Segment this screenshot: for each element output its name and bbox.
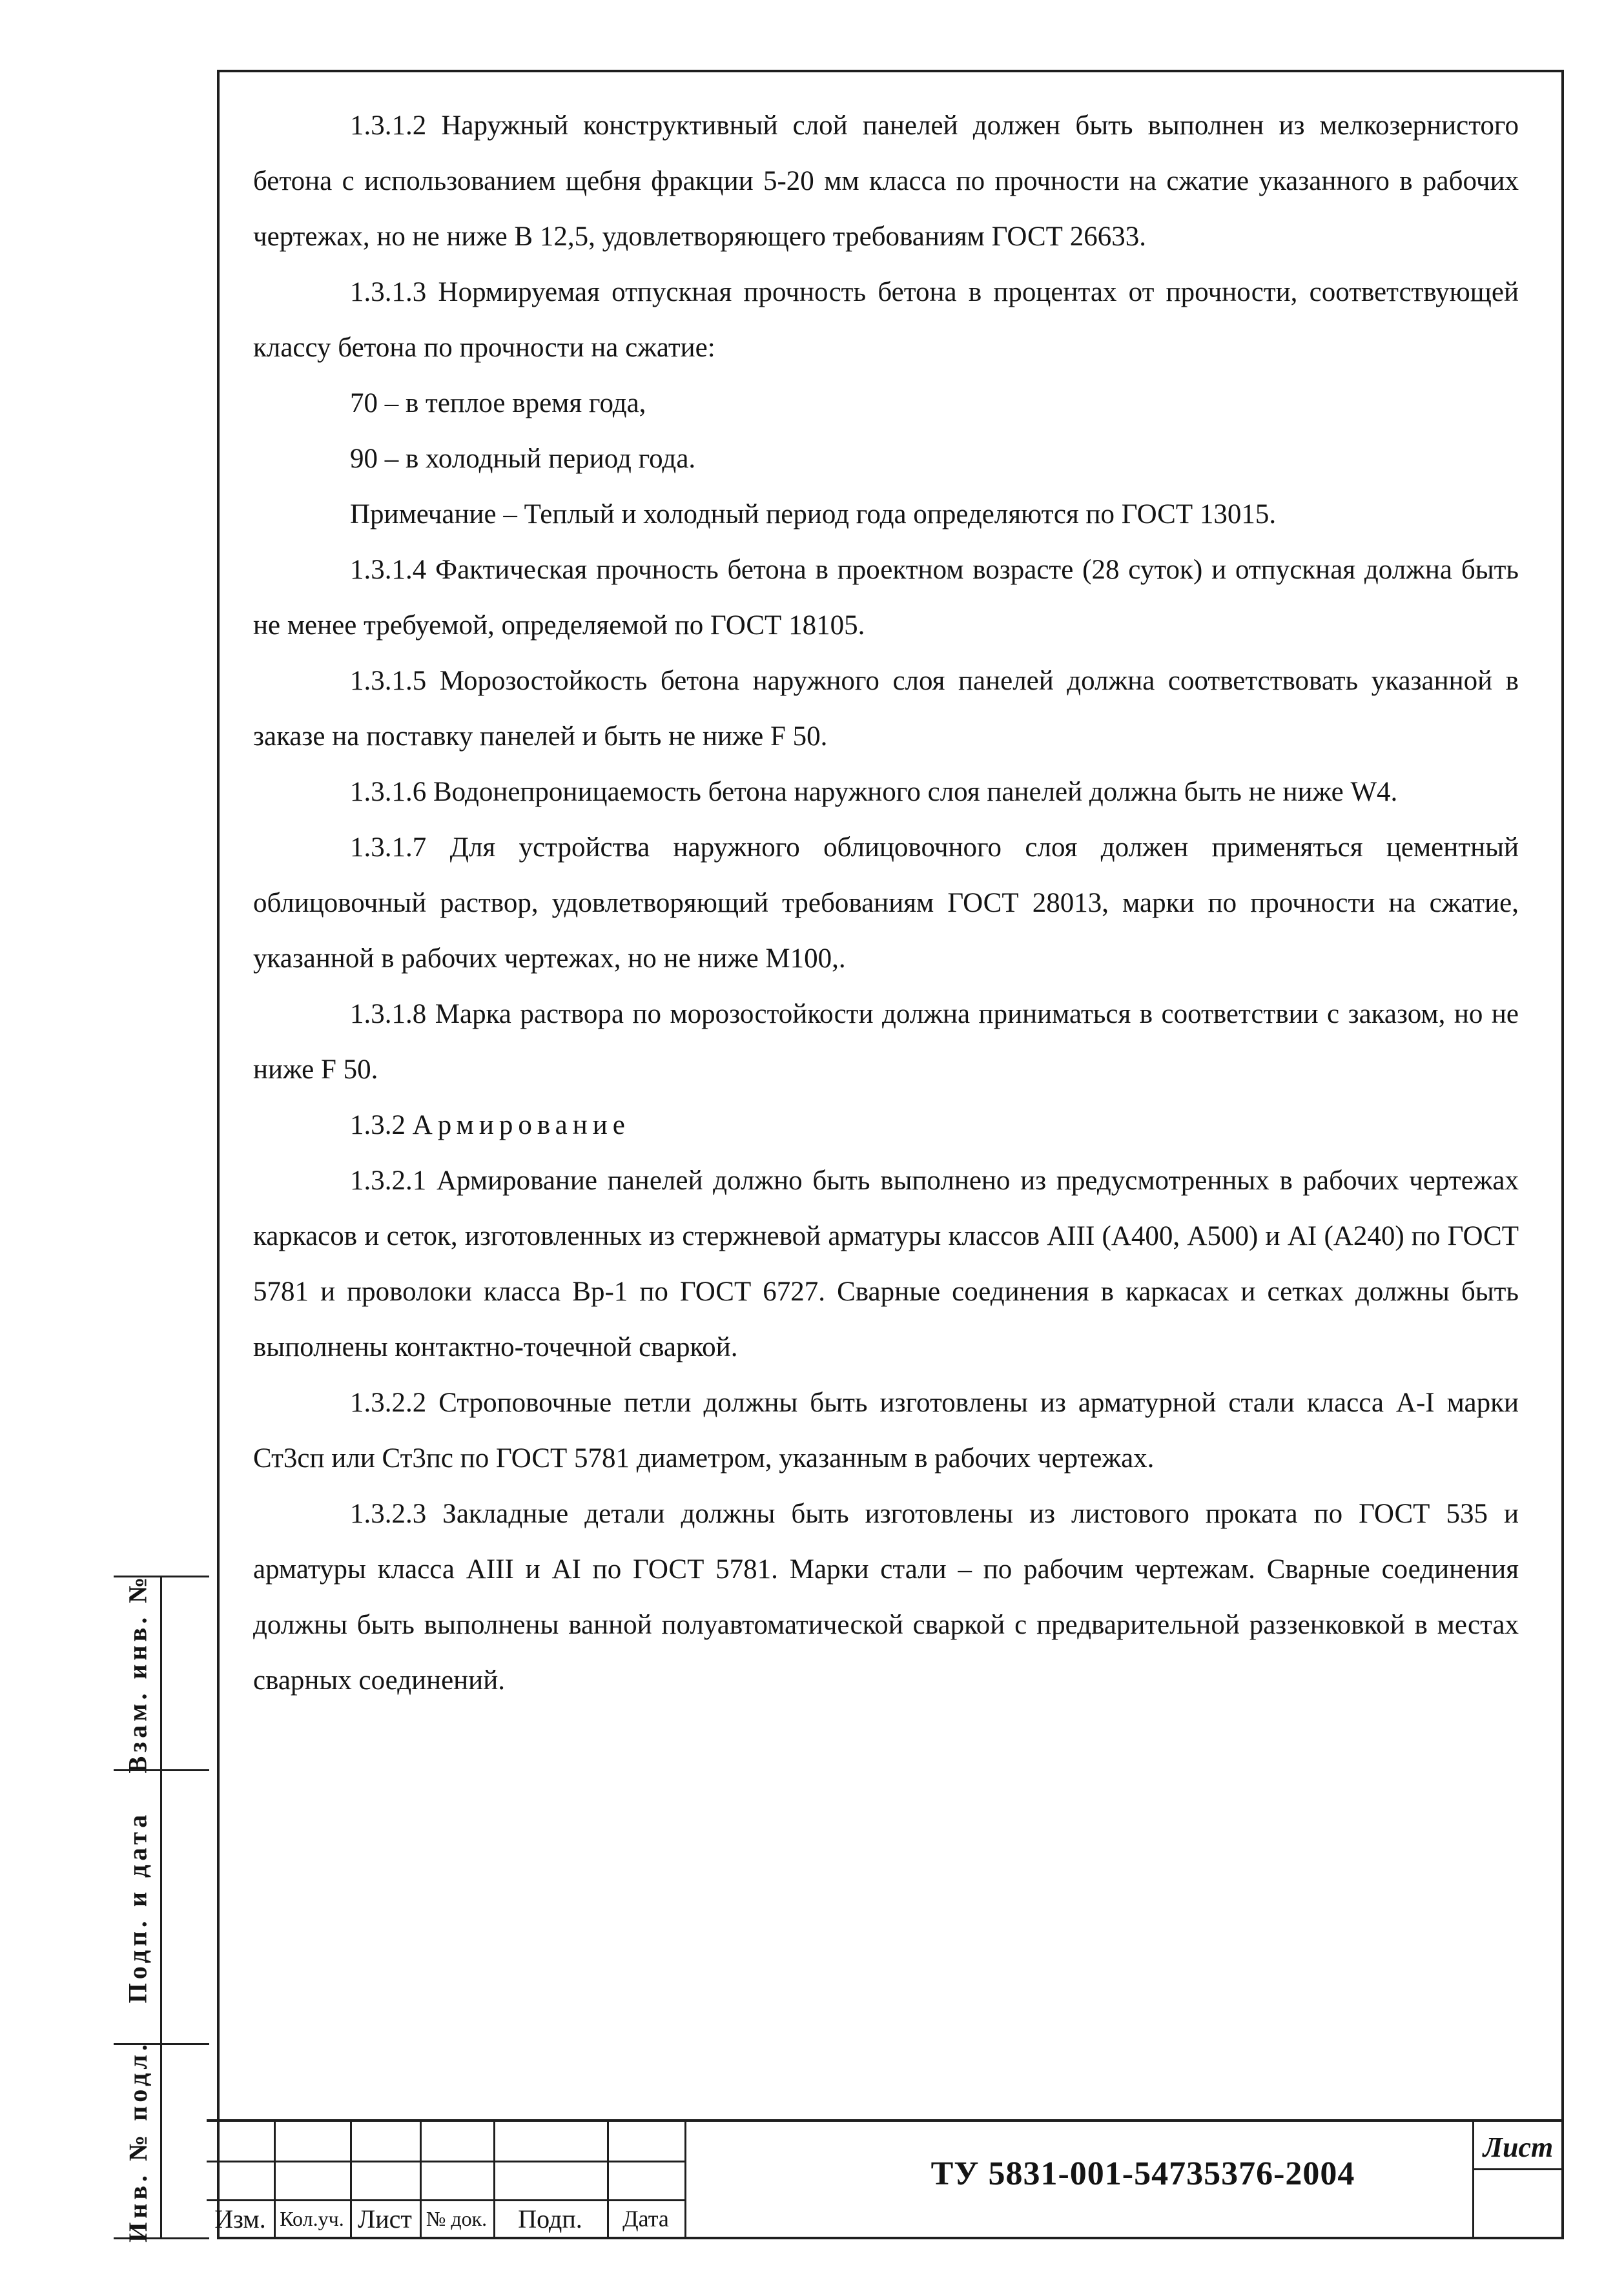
col-header-kol-uch: Кол.уч.	[280, 2206, 344, 2230]
paragraph-1-3-1-6: 1.3.1.6 Водонепроницаемость бетона наружного слоя панелей должна быть не ниже W4.	[350, 777, 1398, 807]
sheet-label: Лист	[1483, 2131, 1554, 2163]
strip-label-podp-data: Подп. и дата	[123, 1811, 152, 2004]
paragraph-1-3-1-2: 1.3.1.2 Наружный конструктивный слой панелей должен быть выполнен из мелкозернистого бетона с использованием щебня фракции 5-20 мм класса по прочности на сжатие указанного в рабочих чертежах, но не ниже В 12,5, удовлетворяющего требованиям ГОСТ 26633.	[253, 110, 1519, 252]
paragraph-1-3-1-7: 1.3.1.7 Для устройства наружного облицовочного слоя должен применяться цементный облицовочный раствор, удовлетворяющий требованиям ГОСТ 28013, марки по прочности на сжатие, указанной в рабочих чертежах, но не ниже М100,.	[253, 832, 1519, 974]
col-header-n-dok: № док.	[426, 2206, 488, 2230]
paragraph-1-3-1-3: 1.3.1.3 Нормируемая отпускная прочность бетона в процентах от прочности, соответствующей классу бетона по прочности на сжатие:	[253, 277, 1519, 363]
paragraph-1-3-1-5: 1.3.1.5 Морозостойкость бетона наружного слоя панелей должна соответствовать указанной в заказе на поставку панелей и быть не ниже F 50.	[253, 666, 1519, 752]
col-header-podp: Подп.	[518, 2204, 582, 2234]
paragraph-warm-season: 70 – в теплое время года,	[350, 388, 646, 418]
section-number: 1.3.2	[350, 1110, 406, 1140]
section-title: Армирование	[412, 1110, 630, 1140]
strip-inv-podl	[114, 2040, 209, 2243]
document-code: ТУ 5831-001-54735376-2004	[930, 2155, 1355, 2192]
paragraph-1-3-2-1: 1.3.2.1 Армирование панелей должно быть выполнено из предусмотренных в рабочих чертежах каркасов и сеток, изготовленных из стержневой арматуры классов АIII (А400, А500) и АI (А240) по ГОСТ 5781 и проволоки класса Вр-1 по ГОСТ 6727. Сварные соединения в каркасах и сетках должны быть выполнены контактно-точечной сваркой.	[253, 1166, 1519, 1362]
paragraph-note: Примечание – Теплый и холодный период года определяются по ГОСТ 13015.	[350, 499, 1277, 529]
strip-label-inv-podl: Инв. № подл.	[123, 2040, 152, 2243]
strip-podp-data	[114, 1769, 209, 2043]
strip-label-vzam: Взам. инв. №	[123, 1573, 152, 1774]
document-body	[253, 98, 1519, 1709]
title-block	[207, 2119, 1564, 2239]
col-header-data: Дата	[622, 2206, 669, 2232]
side-strip	[114, 1573, 209, 2243]
paragraph-1-3-1-4: 1.3.1.4 Фактическая прочность бетона в проектном возрасте (28 суток) и отпускная должна быть не менее требуемой, определяемой по ГОСТ 18105.	[253, 555, 1519, 641]
col-header-izm: Изм.	[214, 2204, 266, 2234]
strip-vzam-inv	[114, 1573, 209, 1774]
paragraph-1-3-2-2: 1.3.2.2 Строповочные петли должны быть изготовлены из арматурной стали класса А-I марки Ст3сп или Ст3пс по ГОСТ 5781 диаметром, указанным в рабочих чертежах.	[253, 1388, 1519, 1474]
paragraph-cold-season: 90 – в холодный период года.	[350, 444, 696, 474]
paragraph-1-3-2-3: 1.3.2.3 Закладные детали должны быть изготовлены из листового проката по ГОСТ 535 и арматуры класса АIII и АI по ГОСТ 5781. Марки стали – по рабочим чертежам. Сварные соединения должны быть выполнены ванной полуавтоматической сваркой с предварительной раззенковкой в местах сварных соединений.	[253, 1499, 1519, 1696]
section-heading-1-3-2	[253, 1098, 1519, 1153]
col-header-list: Лист	[358, 2204, 412, 2234]
paragraph-1-3-1-8: 1.3.1.8 Марка раствора по морозостойкости должна приниматься в соответствии с заказом, но не ниже F 50.	[253, 999, 1519, 1085]
